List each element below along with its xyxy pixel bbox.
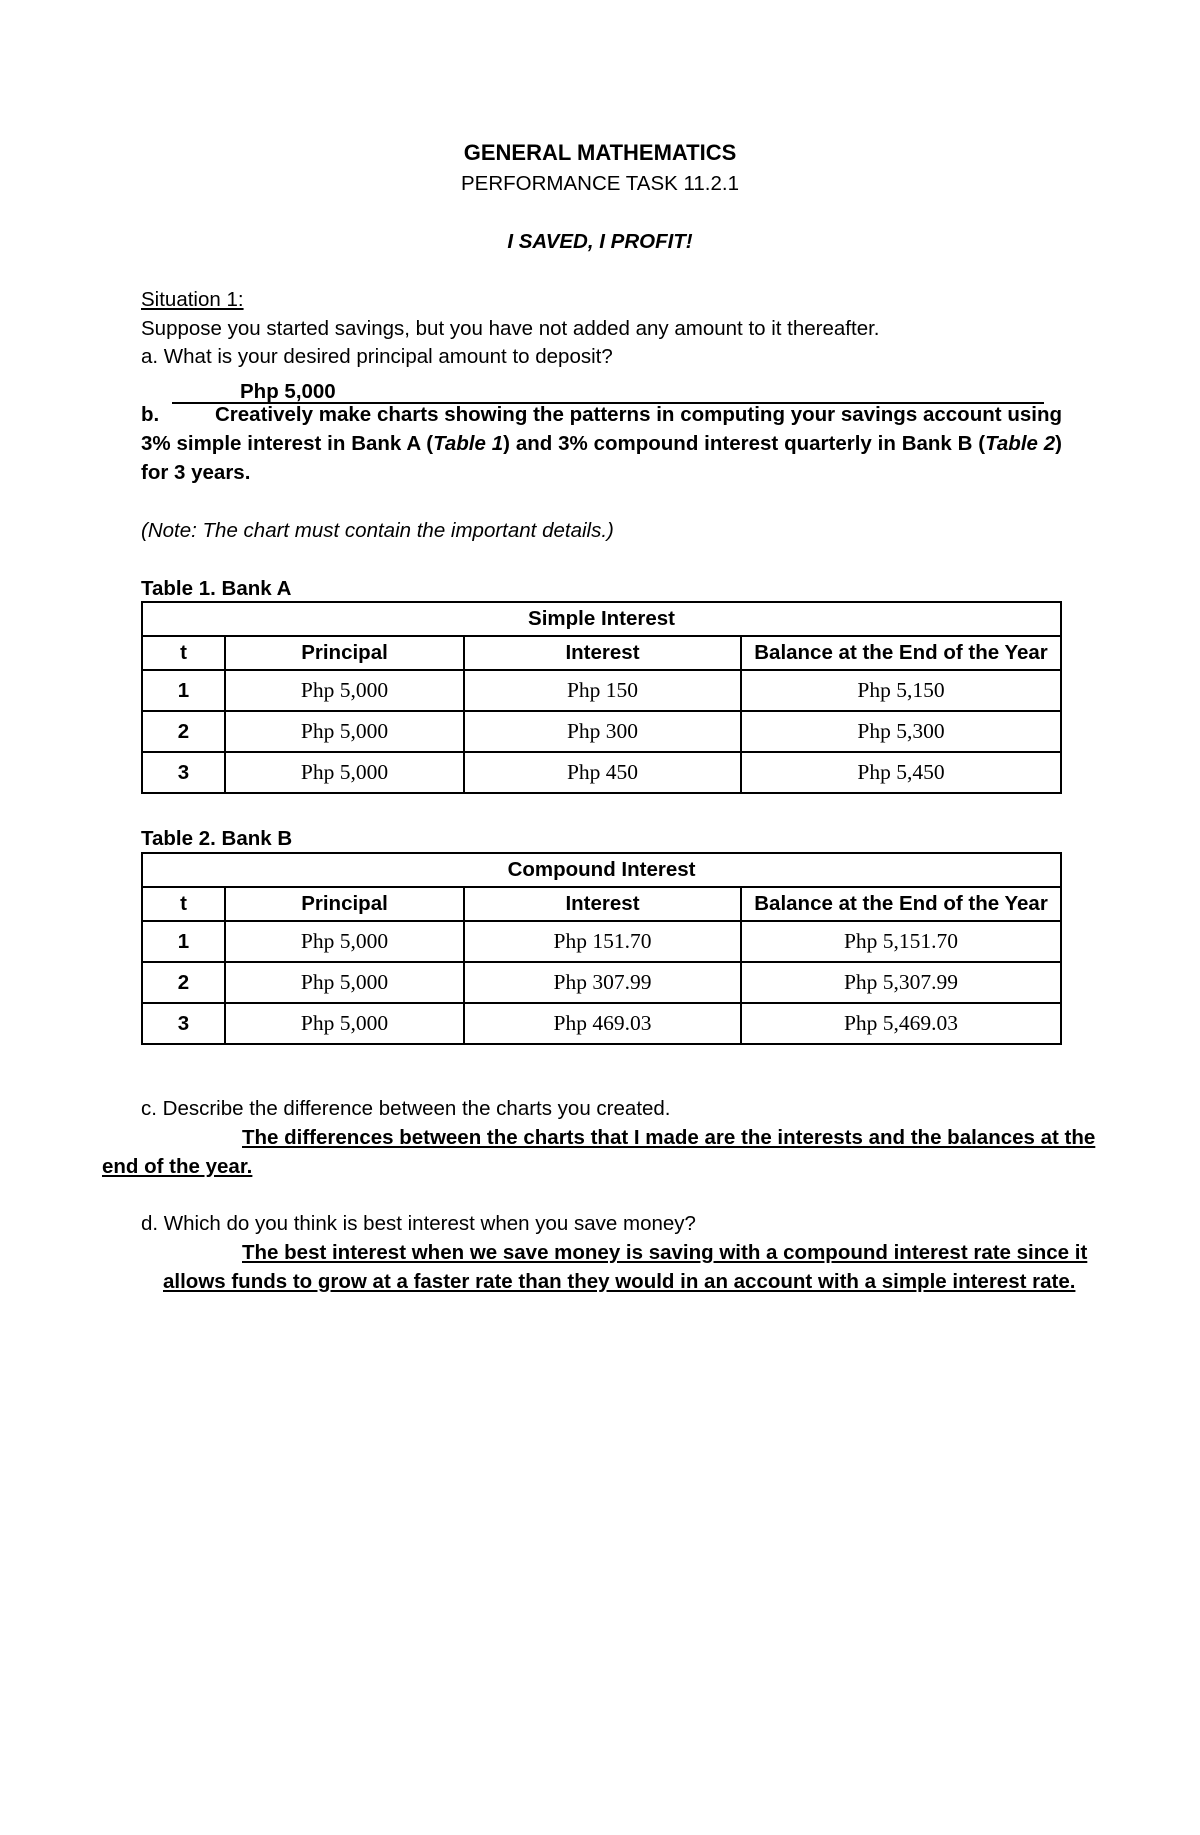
table-cell: Php 5,000 (225, 962, 464, 1003)
question-b-table1-ref: Table 1 (433, 432, 504, 455)
table-cell: Php 5,151.70 (741, 921, 1061, 962)
table-header: Balance at the End of the Year (741, 636, 1061, 670)
answer-d-line2: allows funds to grow at a faster rate than they would in an account with a simple interest rate. (163, 1270, 1076, 1293)
table-cell: Php 5,469.03 (741, 1003, 1061, 1044)
situation-heading: Situation 1: (141, 288, 244, 311)
question-b-part3: ) for 3 years. (141, 432, 1062, 484)
table-cell: Php 450 (464, 752, 741, 793)
answer-d-line1: The best interest when we save money is saving with a compound interest rate since it (242, 1241, 1088, 1264)
table1-caption: Simple Interest (142, 602, 1061, 636)
table-cell: Php 5,450 (741, 752, 1061, 793)
table-header: Principal (225, 636, 464, 670)
table-cell: 3 (142, 1003, 225, 1044)
question-b-prefix: b. (141, 403, 160, 426)
table1 (141, 601, 1062, 794)
table-row (142, 962, 1061, 1003)
table-row (142, 752, 1061, 793)
table-cell: Php 5,150 (741, 670, 1061, 711)
table-header: Interest (464, 636, 741, 670)
page-title: GENERAL MATHEMATICS (463, 140, 737, 165)
table-cell: Php 5,000 (225, 670, 464, 711)
table2-caption: Compound Interest (142, 853, 1061, 887)
table-header: t (142, 887, 225, 921)
table-cell: 1 (142, 921, 225, 962)
table-header: t (142, 636, 225, 670)
question-b-table2-ref: Table 2 (985, 432, 1056, 455)
table-cell: Php 5,300 (741, 711, 1061, 752)
table-cell: Php 5,000 (225, 1003, 464, 1044)
table-cell: 2 (142, 962, 225, 1003)
table-cell: 1 (142, 670, 225, 711)
table-cell: Php 5,307.99 (741, 962, 1061, 1003)
table-cell: Php 300 (464, 711, 741, 752)
table2-label: Table 2. Bank B (141, 827, 293, 850)
question-b-part2: ) and 3% compound interest quarterly in Bank B ( (503, 432, 986, 455)
table1-label: Table 1. Bank A (141, 577, 292, 600)
table2 (141, 852, 1062, 1045)
table-cell: Php 5,000 (225, 711, 464, 752)
question-b (141, 400, 1062, 487)
table1-header-row (142, 636, 1061, 670)
table-cell: Php 151.70 (464, 921, 741, 962)
table-cell: Php 307.99 (464, 962, 741, 1003)
question-c: c. Describe the difference between the charts you created. (141, 1097, 671, 1120)
answer-c-line1: The differences between the charts that I made are the interests and the balances at the (242, 1126, 1096, 1149)
table-header: Interest (464, 887, 741, 921)
table-header: Balance at the End of the Year (741, 887, 1061, 921)
answer-a: Php 5,000 (240, 380, 336, 403)
table-row (142, 711, 1061, 752)
table-cell: Php 5,000 (225, 921, 464, 962)
table-cell: Php 150 (464, 670, 741, 711)
table-row (142, 670, 1061, 711)
answer-c-line2: end of the year. (102, 1155, 253, 1178)
table-cell: Php 469.03 (464, 1003, 741, 1044)
page-subtitle: PERFORMANCE TASK 11.2.1 (461, 172, 739, 195)
table-row (142, 921, 1061, 962)
situation-intro: Suppose you started savings, but you have not added any amount to it thereafter. (141, 317, 880, 340)
table-cell: 3 (142, 752, 225, 793)
table2-header-row (142, 887, 1061, 921)
table-cell: 2 (142, 711, 225, 752)
note: (Note: The chart must contain the important details.) (141, 519, 614, 542)
table-row (142, 1003, 1061, 1044)
table-header: Principal (225, 887, 464, 921)
task-motto: I SAVED, I PROFIT! (507, 230, 693, 253)
question-a: a. What is your desired principal amount to deposit? (141, 345, 613, 368)
question-d: d. Which do you think is best interest when you save money? (141, 1212, 696, 1235)
table-cell: Php 5,000 (225, 752, 464, 793)
question-b-part1: Creatively make charts showing the patterns in computing your savings account using 3% simple interest in Bank A ( (141, 403, 1062, 455)
